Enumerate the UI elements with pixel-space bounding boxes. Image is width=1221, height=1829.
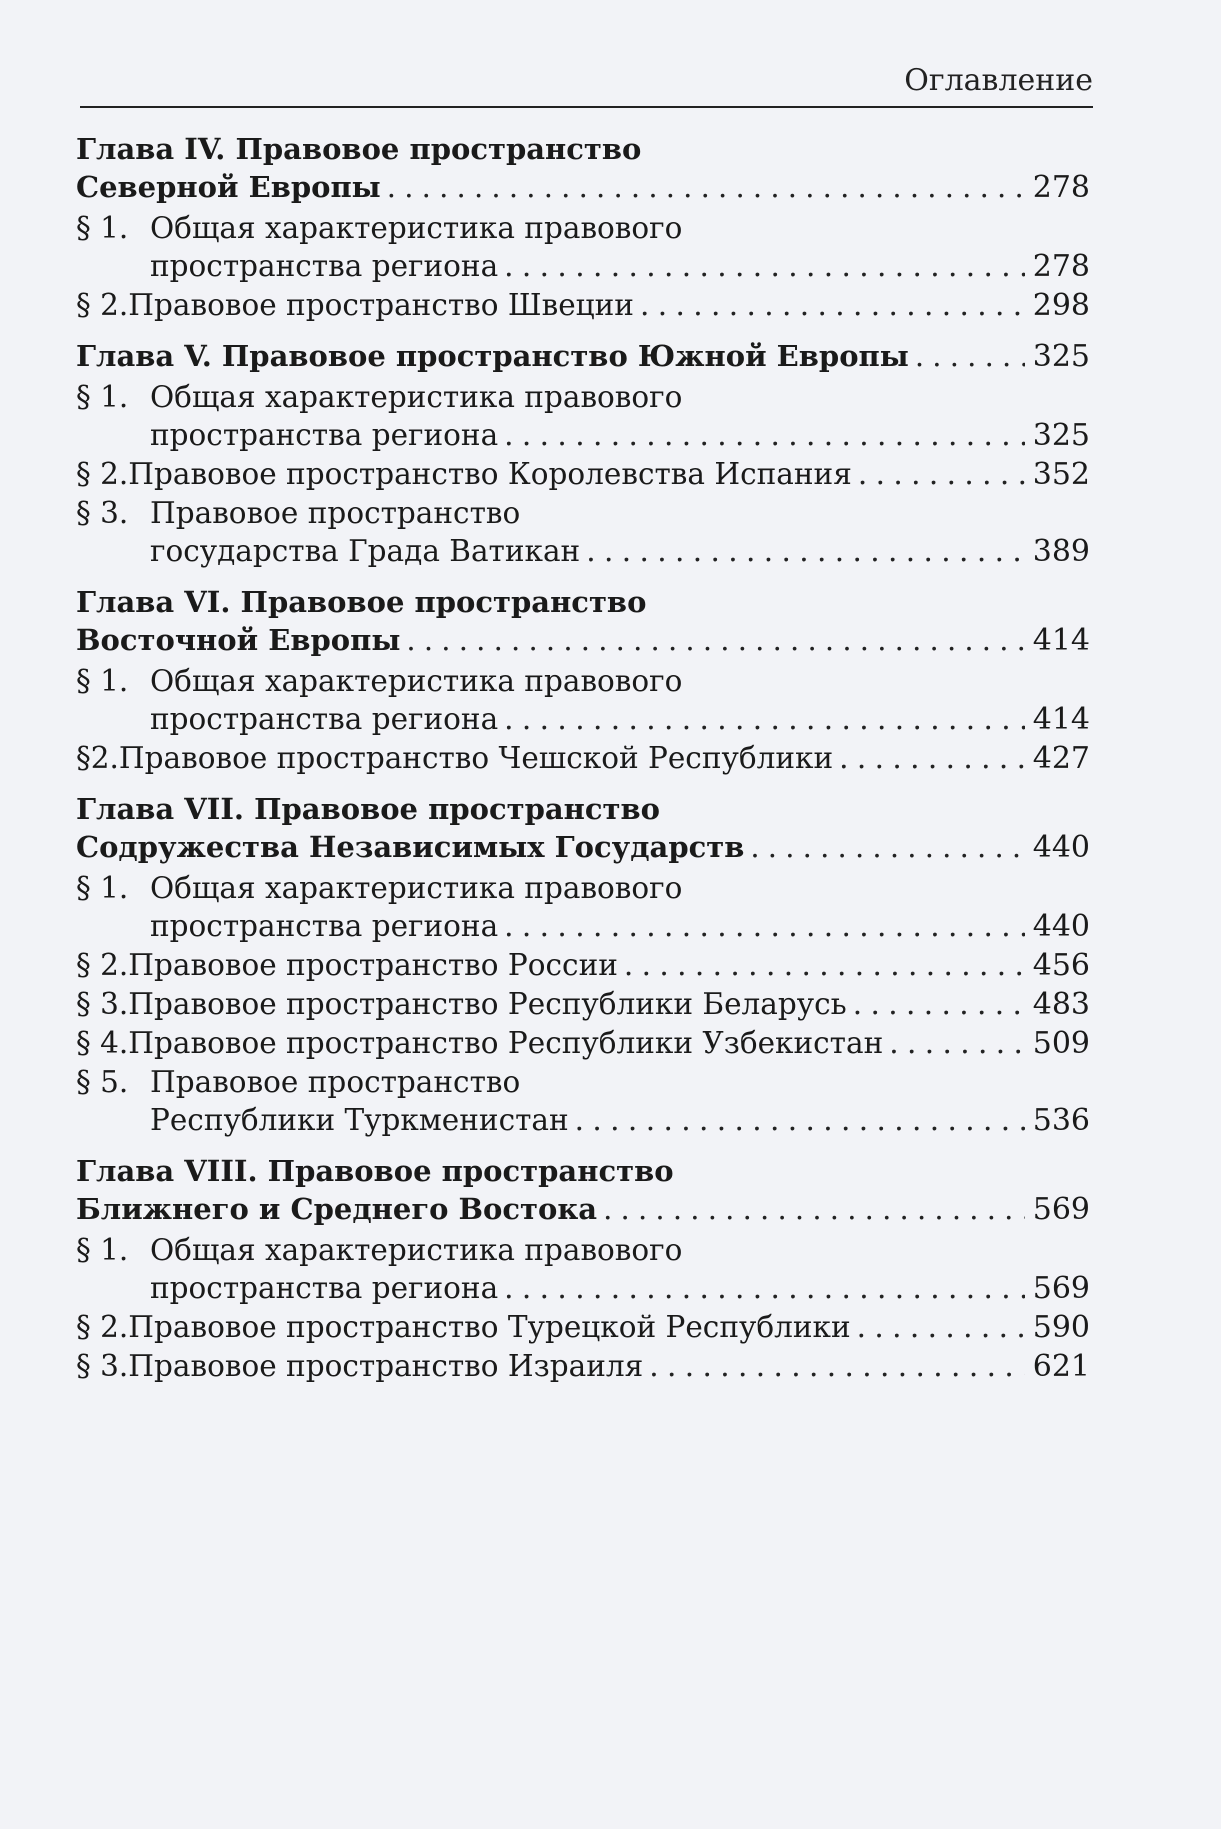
dot-leader bbox=[387, 168, 1025, 206]
dot-leader bbox=[915, 337, 1025, 375]
dot-leader bbox=[640, 286, 1025, 324]
section-line bbox=[76, 455, 1090, 494]
section-number: § 2. bbox=[76, 288, 129, 322]
section-line bbox=[76, 416, 1090, 455]
page-number: 414 bbox=[1032, 623, 1090, 658]
dot-leader bbox=[504, 247, 1025, 285]
section-line bbox=[76, 286, 1090, 325]
entry-text: Республики Туркменистан bbox=[150, 1103, 569, 1137]
page-number: 414 bbox=[1032, 702, 1090, 737]
section-line bbox=[76, 532, 1090, 571]
entry-text: Восточной Европы bbox=[76, 623, 401, 657]
dot-leader bbox=[857, 1308, 1025, 1346]
page-number: 440 bbox=[1032, 909, 1090, 944]
dot-leader bbox=[504, 416, 1025, 454]
section-line bbox=[76, 1063, 1090, 1101]
entry-text: Правовое пространство Чешской Республики bbox=[118, 741, 834, 775]
chapter-title-line bbox=[76, 130, 1090, 168]
page-number: 427 bbox=[1032, 741, 1090, 776]
chapter-entry bbox=[76, 337, 1090, 571]
entry-text: Правовое пространство Израиля bbox=[128, 1349, 644, 1383]
entry-text: пространства региона bbox=[150, 418, 499, 452]
page-number: 440 bbox=[1032, 830, 1090, 865]
entry-text: пространства региона bbox=[150, 702, 499, 736]
dot-leader bbox=[603, 1190, 1025, 1228]
entry-text: Общая характеристика правового bbox=[150, 871, 683, 905]
entry-text: Правовое пространство bbox=[150, 496, 521, 530]
section-line bbox=[76, 946, 1090, 985]
entry-text: пространства региона bbox=[150, 1271, 499, 1305]
page-number: 325 bbox=[1032, 418, 1090, 453]
chapter-entry bbox=[76, 790, 1090, 1140]
section-line bbox=[76, 869, 1090, 907]
entry-text: Общая характеристика правового bbox=[150, 211, 683, 245]
dot-leader bbox=[839, 739, 1025, 777]
section-number: § 3. bbox=[76, 1349, 129, 1383]
chapter-title-line bbox=[76, 790, 1090, 828]
chapter-entry bbox=[76, 1152, 1090, 1386]
section-number: § 4. bbox=[76, 1026, 129, 1060]
section-line bbox=[76, 378, 1090, 416]
dot-leader bbox=[853, 985, 1025, 1023]
section-line bbox=[76, 209, 1090, 247]
section-line bbox=[76, 985, 1090, 1024]
page-number: 569 bbox=[1032, 1271, 1090, 1306]
header-rule bbox=[80, 106, 1093, 108]
page-number: 621 bbox=[1032, 1349, 1090, 1384]
dot-leader bbox=[575, 1101, 1025, 1139]
section-line bbox=[76, 247, 1090, 286]
chapter-title-line bbox=[76, 337, 1090, 376]
section-number: § 2. bbox=[76, 948, 129, 982]
page-number: 456 bbox=[1032, 948, 1090, 983]
entry-text: государства Града Ватикан bbox=[150, 534, 581, 568]
section-list bbox=[76, 869, 1090, 1140]
entry-text: пространства региона bbox=[150, 249, 499, 283]
chapter-title-line bbox=[76, 168, 1090, 207]
running-title: Оглавление bbox=[904, 63, 1093, 98]
page-number: 352 bbox=[1032, 457, 1090, 492]
entry-text: Глава VI. Правовое пространство bbox=[76, 585, 647, 619]
dot-leader bbox=[504, 907, 1025, 945]
section-line bbox=[76, 1101, 1090, 1140]
dot-leader bbox=[406, 621, 1024, 659]
entry-text: Правовое пространство Турецкой Республики bbox=[128, 1310, 851, 1344]
section-number: § 1. bbox=[76, 211, 129, 245]
chapter-title-line bbox=[76, 1152, 1090, 1190]
entry-text: Общая характеристика правового bbox=[150, 380, 683, 414]
page-number: 278 bbox=[1032, 249, 1090, 284]
entry-text: Общая характеристика правового bbox=[150, 664, 683, 698]
page-number: 483 bbox=[1032, 987, 1090, 1022]
section-line bbox=[76, 700, 1090, 739]
section-line bbox=[76, 1024, 1090, 1063]
dot-leader bbox=[649, 1347, 1025, 1385]
dot-leader bbox=[586, 532, 1025, 570]
section-number: § 3. bbox=[76, 496, 129, 530]
section-line bbox=[76, 1231, 1090, 1269]
dot-leader bbox=[889, 1024, 1025, 1062]
section-number: § 2. bbox=[76, 457, 129, 491]
section-list bbox=[76, 378, 1090, 571]
entry-text: Правовое пространство Швеции bbox=[128, 288, 634, 322]
entry-text: Правовое пространство России bbox=[128, 948, 618, 982]
entry-text: Общая характеристика правового bbox=[150, 1233, 683, 1267]
section-number: § 1. bbox=[76, 871, 129, 905]
section-line bbox=[76, 662, 1090, 700]
chapter-title-line bbox=[76, 583, 1090, 621]
entry-text: пространства региона bbox=[150, 909, 499, 943]
chapter-title-line bbox=[76, 828, 1090, 867]
section-number: § 1. bbox=[76, 664, 129, 698]
section-list bbox=[76, 209, 1090, 325]
table-of-contents bbox=[76, 130, 1090, 1398]
chapter-title-line bbox=[76, 1190, 1090, 1229]
section-number: § 2. bbox=[76, 1310, 129, 1344]
dot-leader bbox=[858, 455, 1025, 493]
page-number: 590 bbox=[1032, 1310, 1090, 1345]
section-line bbox=[76, 739, 1090, 778]
page-number: 509 bbox=[1032, 1026, 1090, 1061]
entry-text: Содружества Независимых Государств bbox=[76, 830, 745, 864]
entry-text: Глава V. Правовое пространство Южной Европы bbox=[76, 339, 909, 373]
section-number: §2. bbox=[76, 741, 119, 775]
section-number: § 1. bbox=[76, 1233, 129, 1267]
section-number: § 5. bbox=[76, 1065, 129, 1099]
entry-text: Правовое пространство Республики Узбекистан bbox=[128, 1026, 884, 1060]
section-list bbox=[76, 1231, 1090, 1386]
section-line bbox=[76, 907, 1090, 946]
page-number: 298 bbox=[1032, 288, 1090, 323]
dot-leader bbox=[504, 700, 1025, 738]
chapter-title-line bbox=[76, 621, 1090, 660]
entry-text: Глава VIII. Правовое пространство bbox=[76, 1154, 674, 1188]
page-number: 569 bbox=[1032, 1192, 1090, 1227]
section-number: § 3. bbox=[76, 987, 129, 1021]
page-number: 536 bbox=[1032, 1103, 1090, 1138]
page-number: 278 bbox=[1032, 170, 1090, 205]
entry-text: Ближнего и Среднего Востока bbox=[76, 1192, 598, 1226]
entry-text: Правовое пространство Королевства Испания bbox=[128, 457, 852, 491]
dot-leader bbox=[624, 946, 1025, 984]
section-line bbox=[76, 1347, 1090, 1386]
dot-leader bbox=[750, 828, 1024, 866]
section-number: § 1. bbox=[76, 380, 129, 414]
entry-text: Правовое пространство bbox=[150, 1065, 521, 1099]
chapter-entry bbox=[76, 583, 1090, 778]
section-list bbox=[76, 662, 1090, 778]
entry-text: Правовое пространство Республики Беларусь bbox=[128, 987, 847, 1021]
section-line bbox=[76, 1308, 1090, 1347]
section-line bbox=[76, 1269, 1090, 1308]
page-number: 325 bbox=[1032, 339, 1090, 374]
entry-text: Северной Европы bbox=[76, 170, 381, 204]
page-number: 389 bbox=[1032, 534, 1090, 569]
entry-text: Глава VII. Правовое пространство bbox=[76, 792, 660, 826]
entry-text: Глава IV. Правовое пространство bbox=[76, 132, 642, 166]
dot-leader bbox=[504, 1269, 1025, 1307]
section-line bbox=[76, 494, 1090, 532]
chapter-entry bbox=[76, 130, 1090, 325]
